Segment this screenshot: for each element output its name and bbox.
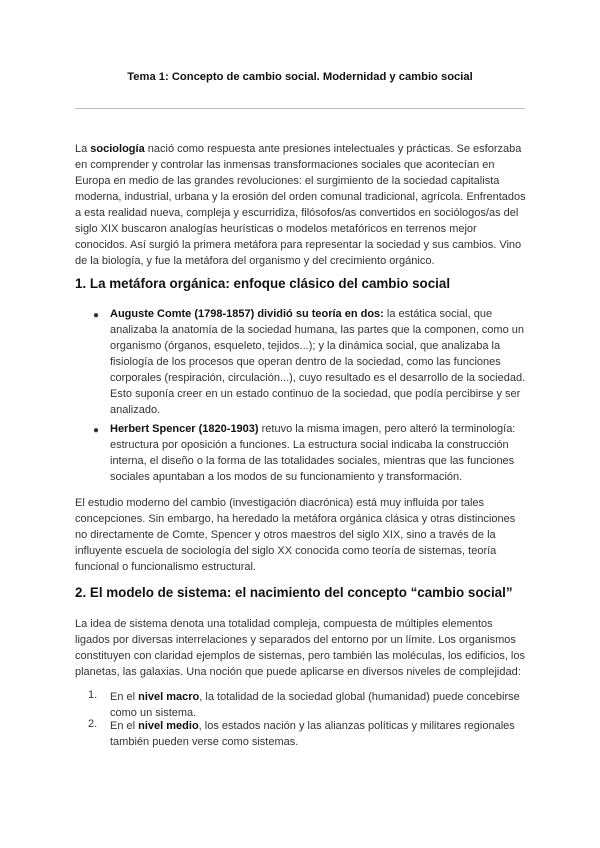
list-item-macro-pre: En el (110, 691, 139, 703)
section1-closing-paragraph: El estudio moderno del cambio (investigación diacrónica) está muy influida por tales concepciones. Sin embargo, ha heredado la metáfora orgánica clásica y otras distinciones no directamente de Comte, Spencer y otros maestros del siglo XIX, sino a través de la influyente escuela de sociología del siglo XX conocida como teoría de sistemas, teoría funcional o funcionalismo estructural. (75, 497, 516, 573)
section1-heading: 1. La metáfora orgánica: enfoque clásico del cambio social (75, 276, 451, 291)
list-item-macro (110, 689, 528, 721)
bullet-spencer (110, 421, 528, 485)
intro-bold-term: sociología (90, 143, 145, 155)
list-item-macro-bold: nivel macro (138, 691, 200, 703)
section2-paragraph: La idea de sistema denota una totalidad compleja, compuesta de múltiples elementos ligados por diversas interrelaciones y separados del entorno por un límite. Los organismos constituyen con claridad ejemplos de sistemas, pero también las moléculas, los edificios, los planetas, las galaxias. Una noción que puede aplicarse en diversos niveles de complejidad: (75, 618, 525, 678)
document-title: Tema 1: Concepto de cambio social. Modernidad y cambio social (127, 71, 473, 83)
bullet-comte (110, 306, 528, 418)
list-number: 2. (88, 718, 98, 730)
bullet-marker: ● (93, 310, 100, 321)
bullet-spencer-rest: retuvo la misma imagen, pero alteró la terminología: estructura por oposición a funciones. La estructura social indicaba la construcción interna, el diseño o la forma de las totalidades sociales, mientras que las funciones sociales apuntaban a los modos de su funcionamiento y transformación. (110, 423, 516, 483)
bullet-spencer-bold: Herbert Spencer (1820-1903) (110, 423, 259, 435)
list-number: 1. (88, 689, 98, 701)
bullet-comte-bold: Auguste Comte (1798-1857) dividió su teoría en dos: (110, 308, 384, 320)
section2-heading: 2. El modelo de sistema: el nacimiento del concepto “cambio social” (75, 585, 513, 600)
bullet-comte-rest: la estática social, que analizaba la anatomía de la sociedad humana, las partes que la componen, como un organismo (órganos, esqueleto, tejidos...); y la dinámica social, que analizaba la fisiología de los procesos que operan dentro de la sociedad, como las funciones corporales (respiración, circulación...), cuyo resultado es el desarrollo de la sociedad. Esto suponía creer en un estado continuo de la sociedad, que podía percibirse y ser analizado. (110, 308, 526, 416)
title-divider (75, 108, 525, 109)
intro-rest: nació como respuesta ante presiones intelectuales y prácticas. Se esforzaba en comprender y controlar las inmensas transformaciones sociales que acontecían en Europa en medio de las grandes revoluciones: el surgimiento de la sociedad capitalista moderna, industrial, urbana y la erosión del orden comunal tradicional, agrícola. Enfrentados a esta realidad nueva, compleja y escurridiza, filósofos/as convertidos en sociólogos/as del siglo XIX buscaron analogías heurísticas o modelos metafóricos en terrenos mejor conocidos. Así surgió la primera metáfora para representar la sociedad y sus cambios. Vino de la biología, y fue la metáfora del organismo y del crecimiento orgánico. (75, 143, 526, 267)
list-item-medio-rest: , los estados nación y las alianzas políticas y militares regionales también pueden verse como sistemas. (110, 720, 515, 748)
bullet-marker: ● (93, 425, 100, 436)
list-item-medio (110, 718, 528, 750)
list-item-medio-bold: nivel medio (138, 720, 199, 732)
list-item-medio-pre: En el (110, 720, 139, 732)
intro-paragraph (75, 141, 527, 269)
list-item-macro-rest: , la totalidad de la sociedad global (humanidad) puede concebirse como un sistema. (110, 691, 520, 719)
intro-pre: La (75, 143, 91, 155)
